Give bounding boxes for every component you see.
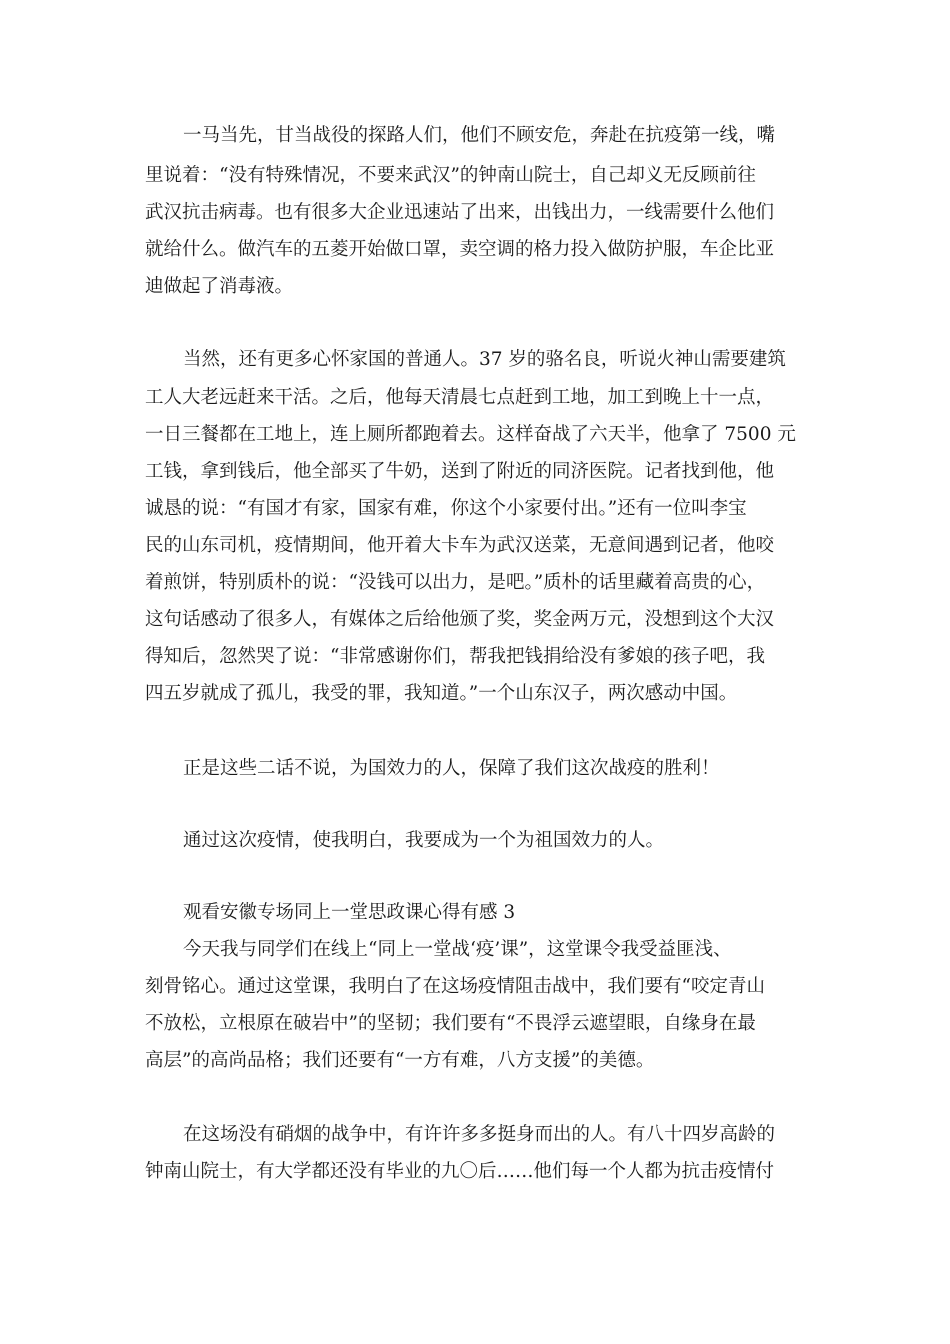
text-line: 工人大老远赶来干活。之后，他每天清晨七点赶到工地，加工到晚上十一点，	[145, 387, 775, 408]
text-line: 就给什么。做汽车的五菱开始做口罩，卖空调的格力投入做防护服，车企比亚	[145, 239, 775, 260]
text-line: 正是这些二话不说，为国效力的人，保障了我们这次战疫的胜利！	[183, 758, 720, 779]
text-line: 当然，还有更多心怀家国的普通人。37 岁的骆名良，听说火神山需要建筑	[183, 349, 786, 370]
text-line: 工钱，拿到钱后，他全部买了牛奶，送到了附近的同济医院。记者找到他，他	[145, 461, 775, 482]
text-line: 在这场没有硝烟的战争中，有许许多多挺身而出的人。有八十四岁高龄的	[183, 1124, 776, 1145]
text-line: 高层”的高尚品格；我们还要有“一方有难，八方支援”的美德。	[145, 1050, 655, 1071]
text-line: 得知后，忽然哭了说：“非常感谢你们，帮我把钱捐给没有爹娘的孩子吧，我	[145, 646, 765, 667]
text-line: 里说着：“没有特殊情况，不要来武汉”的钟南山院士，自己却义无反顾前往	[145, 165, 756, 186]
text-line: 民的山东司机，疫情期间，他开着大卡车为武汉送菜，无意间遇到记者，他咬	[145, 535, 775, 556]
heading-text: 观看安徽专场同上一堂思政课心得有感 3	[183, 902, 516, 923]
text-line: 着煎饼，特别质朴的说：“没钱可以出力，是吧。”质朴的话里藏着高贵的心，	[145, 572, 766, 593]
text-line: 迪做起了消毒液。	[145, 276, 294, 297]
text-line: 四五岁就成了孤儿，我受的罪，我知道。”一个山东汉子，两次感动中国。	[145, 683, 738, 704]
text-line: 刻骨铭心。通过这堂课，我明白了在这场疫情阻击战中，我们要有“咬定青山	[145, 976, 765, 997]
text-line: 今天我与同学们在线上“同上一堂战‘疫’课”，这堂课令我受益匪浅、	[183, 939, 732, 960]
text-line: 这句话感动了很多人，有媒体之后给他颁了奖，奖金两万元，没想到这个大汉	[145, 609, 775, 630]
text-line: 一马当先，甘当战役的探路人们，他们不顾安危，奔赴在抗疫第一线，嘴	[183, 125, 776, 146]
text-line: 武汉抗击病毒。也有很多大企业迅速站了出来，出钱出力，一线需要什么他们	[145, 202, 775, 223]
text-line: 诚恳的说：“有国才有家，国家有难，你这个小家要付出。”还有一位叫李宝	[145, 498, 747, 519]
text-line: 通过这次疫情，使我明白，我要成为一个为祖国效力的人。	[183, 830, 665, 851]
text-line: 一日三餐都在工地上，连上厕所都跑着去。这样奋战了六天半，他拿了 7500 元	[145, 424, 796, 445]
text-line: 不放松，立根原在破岩中”的坚韧；我们要有“不畏浮云遮望眼，自缘身在最	[145, 1013, 756, 1034]
text-line: 钟南山院士，有大学都还没有毕业的九〇后……他们每一个人都为抗击疫情付	[145, 1161, 775, 1182]
